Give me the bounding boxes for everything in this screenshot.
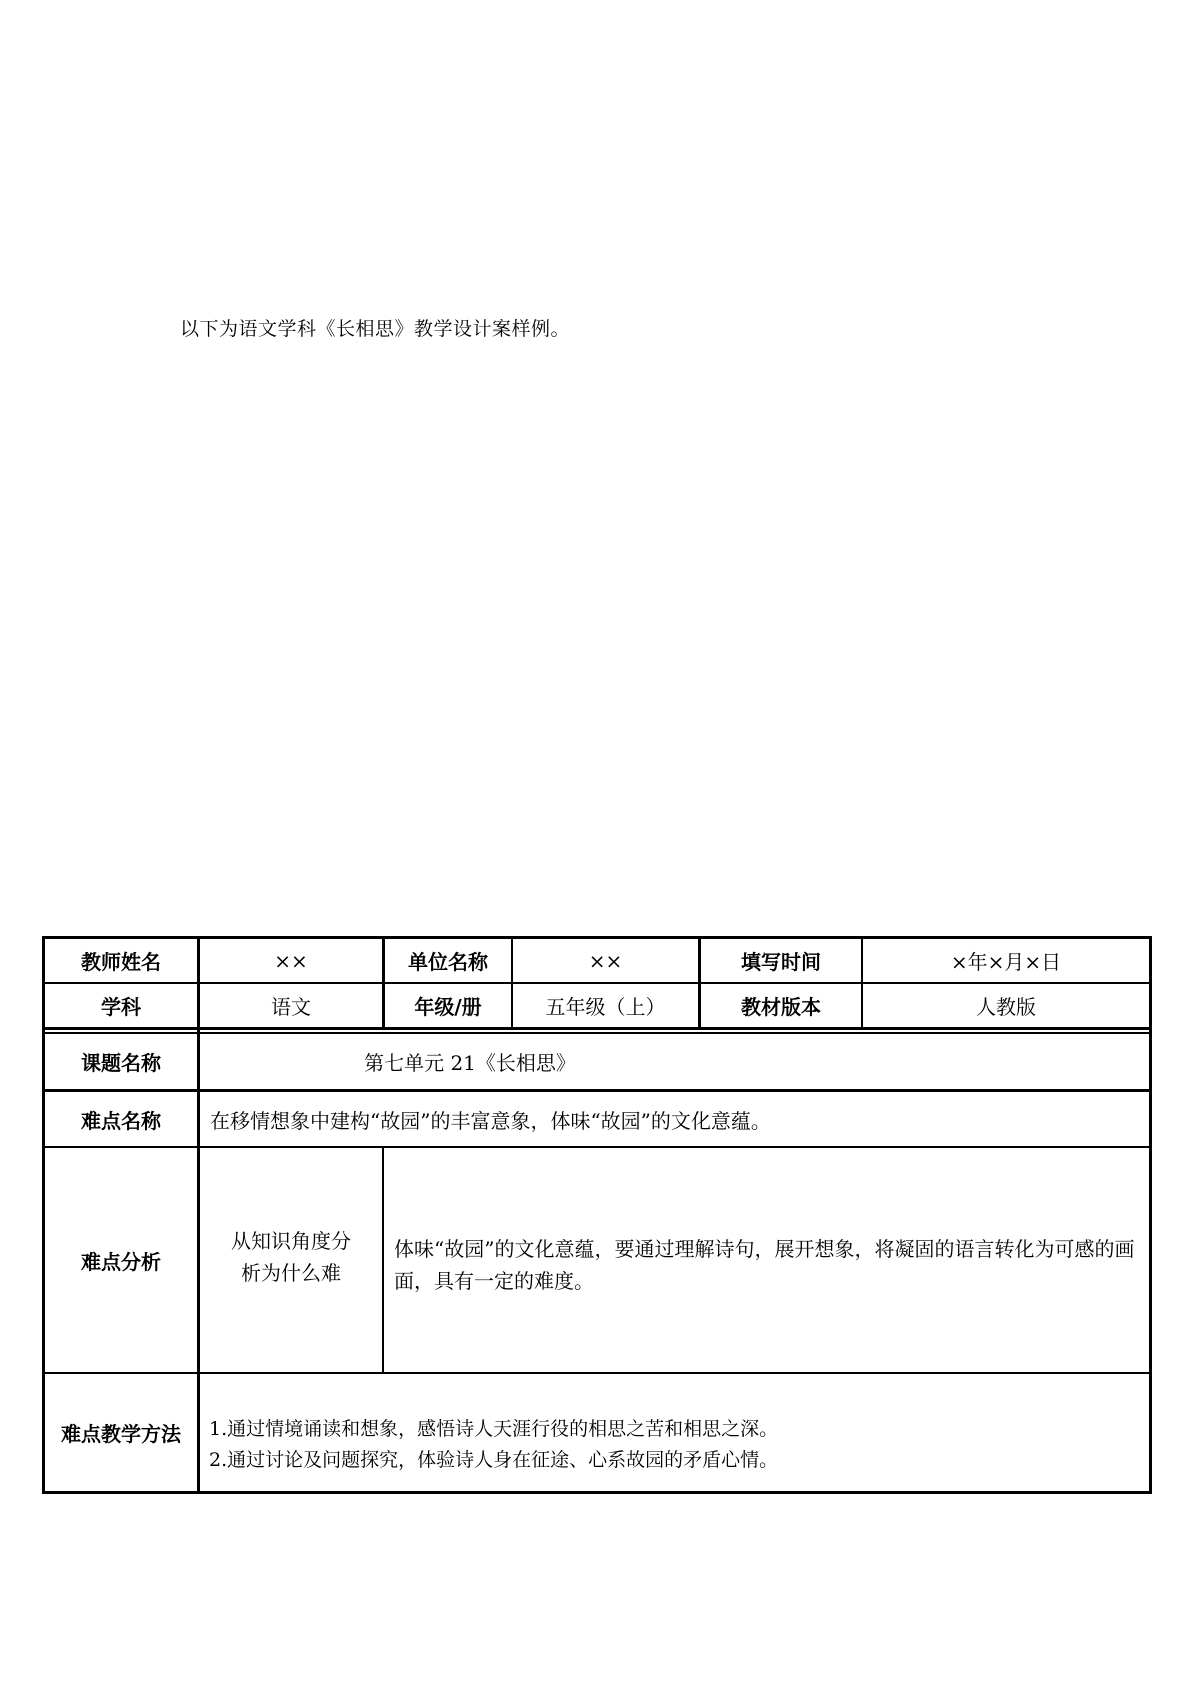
analysis-perspective-label: 从知识角度分析为什么难	[231, 1229, 351, 1285]
teaching-method-list	[209, 1414, 778, 1476]
teacher-name-value: ××	[274, 948, 308, 973]
row-divider	[45, 1372, 1149, 1374]
textbook-version-value: 人教版	[976, 995, 1036, 1019]
lesson-design-form	[42, 936, 1152, 1494]
lesson-title-label: 课题名称	[81, 1051, 161, 1075]
intro-text: 以下为语文学科《长相思》教学设计案样例。	[180, 318, 571, 340]
difficulty-analysis-value: 体味“故园”的文化意蕴，要通过理解诗句，展开想象，将凝固的语言转化为可感的画面，具有一定的难度。	[394, 1237, 1135, 1293]
difficulty-analysis-label: 难点分析	[81, 1249, 161, 1274]
difficulty-name-value: 在移情想象中建构“故园”的丰富意象，体味“故园”的文化意蕴。	[210, 1108, 771, 1133]
grade-value: 五年级（上）	[545, 995, 666, 1019]
lesson-title-value: 第七单元 21《长相思》	[364, 1051, 576, 1075]
fill-date-value: ×年×月×日	[950, 950, 1062, 974]
grade-label: 年级/册	[414, 995, 482, 1019]
difficulty-name-label: 难点名称	[81, 1108, 161, 1133]
teacher-name-label: 教师姓名	[81, 950, 161, 974]
textbook-version-label: 教材版本	[741, 995, 821, 1019]
teaching-method-label: 难点教学方法	[61, 1422, 181, 1446]
unit-name-value: ××	[588, 948, 623, 973]
subject-value: 语文	[271, 995, 311, 1019]
teaching-method-item: 2.通过讨论及问题探究，体验诗人身在征途、心系故园的矛盾心情。	[209, 1449, 779, 1471]
teaching-method-item: 1.通过情境诵读和想象，感悟诗人天涯行役的相思之苦和相思之深。	[209, 1418, 779, 1440]
unit-name-label: 单位名称	[408, 950, 488, 974]
fill-date-label: 填写时间	[741, 950, 821, 974]
subject-label: 学科	[101, 995, 141, 1019]
row-divider	[45, 1027, 1149, 1030]
